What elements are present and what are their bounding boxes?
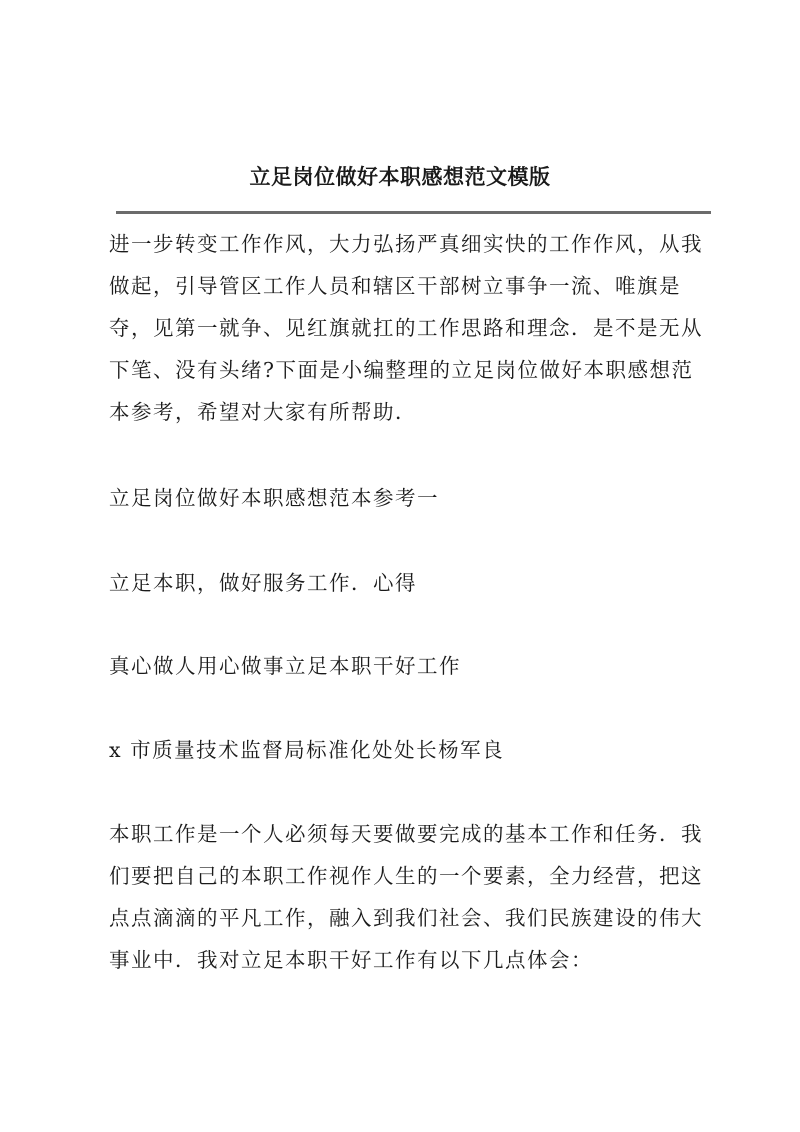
body-paragraph: 本职工作是一个人必须每天要做要完成的基本工作和任务．我们要把自己的本职工作视作人生的一个要素，全力经营，把这点点滴滴的平凡工作，融入到我们社会、我们民族建设的伟大事业中．我对立足本职干好工作有以下几点体会： xyxy=(109,822,703,972)
document-title: 立足岗位做好本职感想范文模版 xyxy=(249,164,551,189)
intro-paragraph: 进一步转变工作作风，大力弘扬严真细实快的工作作风，从我做起，引导管区工作人员和辖区干部树立事争一流、唯旗是夺，见第一就争、见红旗就扛的工作思路和理念．是不是无从下笔、没有头绪?下面是小编整理的立足岗位做好本职感想范本参考，希望对大家有所帮助． xyxy=(109,232,703,424)
article-title-line: 真心做人用心做事立足本职干好工作 xyxy=(109,654,461,678)
author-line: x 市质量技术监督局标准化处处长杨军良 xyxy=(109,738,505,762)
subtitle-line: 立足本职，做好服务工作．心得 xyxy=(109,571,417,595)
title-divider xyxy=(116,211,711,214)
section-heading: 立足岗位做好本职感想范本参考一 xyxy=(109,486,439,510)
